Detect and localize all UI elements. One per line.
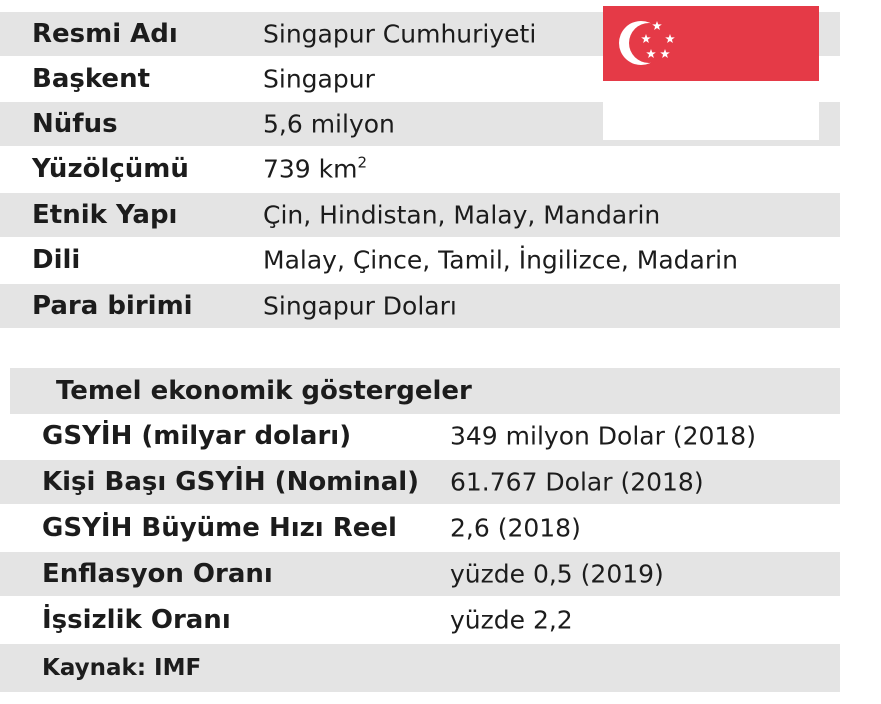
info-label: Resmi Adı	[32, 19, 178, 49]
economy-value: yüzde 0,5 (2019)	[450, 559, 664, 589]
info-label: Etnik Yapı	[32, 200, 178, 230]
info-row-language	[0, 238, 840, 282]
economy-row-gdp-per-capita	[0, 460, 840, 504]
crescent-stars-icon	[603, 6, 819, 81]
info-row-currency	[0, 284, 840, 328]
economy-heading: Temel ekonomik göstergeler	[56, 376, 472, 406]
area-value: 739 km	[263, 154, 358, 184]
info-label: Dili	[32, 245, 81, 275]
info-value	[263, 155, 367, 184]
info-label: Nüfus	[32, 109, 118, 139]
economy-label: Enflasyon Oranı	[42, 559, 273, 589]
source-note: Kaynak: IMF	[42, 655, 202, 681]
info-value: Çin, Hindistan, Malay, Mandarin	[263, 200, 661, 230]
economy-label: GSYİH Büyüme Hızı Reel	[42, 513, 397, 543]
economy-row-unemployment	[0, 598, 840, 642]
info-value: Singapur Doları	[263, 291, 457, 321]
economy-value: yüzde 2,2	[450, 605, 573, 635]
economy-heading-row	[10, 368, 840, 414]
info-value: Malay, Çince, Tamil, İngilizce, Madarin	[263, 245, 738, 275]
economy-label: İşsizlik Oranı	[42, 605, 231, 635]
info-row-area	[0, 147, 840, 191]
economy-value: 61.767 Dolar (2018)	[450, 467, 704, 497]
flag-red-band	[603, 6, 819, 81]
info-row-ethnicity	[0, 193, 840, 237]
info-label: Yüzölçümü	[32, 154, 189, 184]
info-value: Singapur Cumhuriyeti	[263, 19, 537, 49]
economy-value: 349 milyon Dolar (2018)	[450, 421, 756, 451]
source-row	[0, 644, 840, 692]
economy-label: Kişi Başı GSYİH (Nominal)	[42, 467, 420, 497]
info-value: 5,6 milyon	[263, 109, 395, 139]
economy-row-gdp	[0, 414, 840, 458]
area-unit-superscript: 2	[357, 153, 368, 172]
info-label: Para birimi	[32, 291, 193, 321]
economy-row-inflation	[0, 552, 840, 596]
info-label: Başkent	[32, 64, 151, 94]
economy-value: 2,6 (2018)	[450, 513, 581, 543]
economy-row-gdp-growth	[0, 506, 840, 550]
singapore-flag-icon	[603, 6, 819, 140]
economy-label: GSYİH (milyar doları)	[42, 421, 352, 451]
info-value: Singapur	[263, 64, 375, 94]
